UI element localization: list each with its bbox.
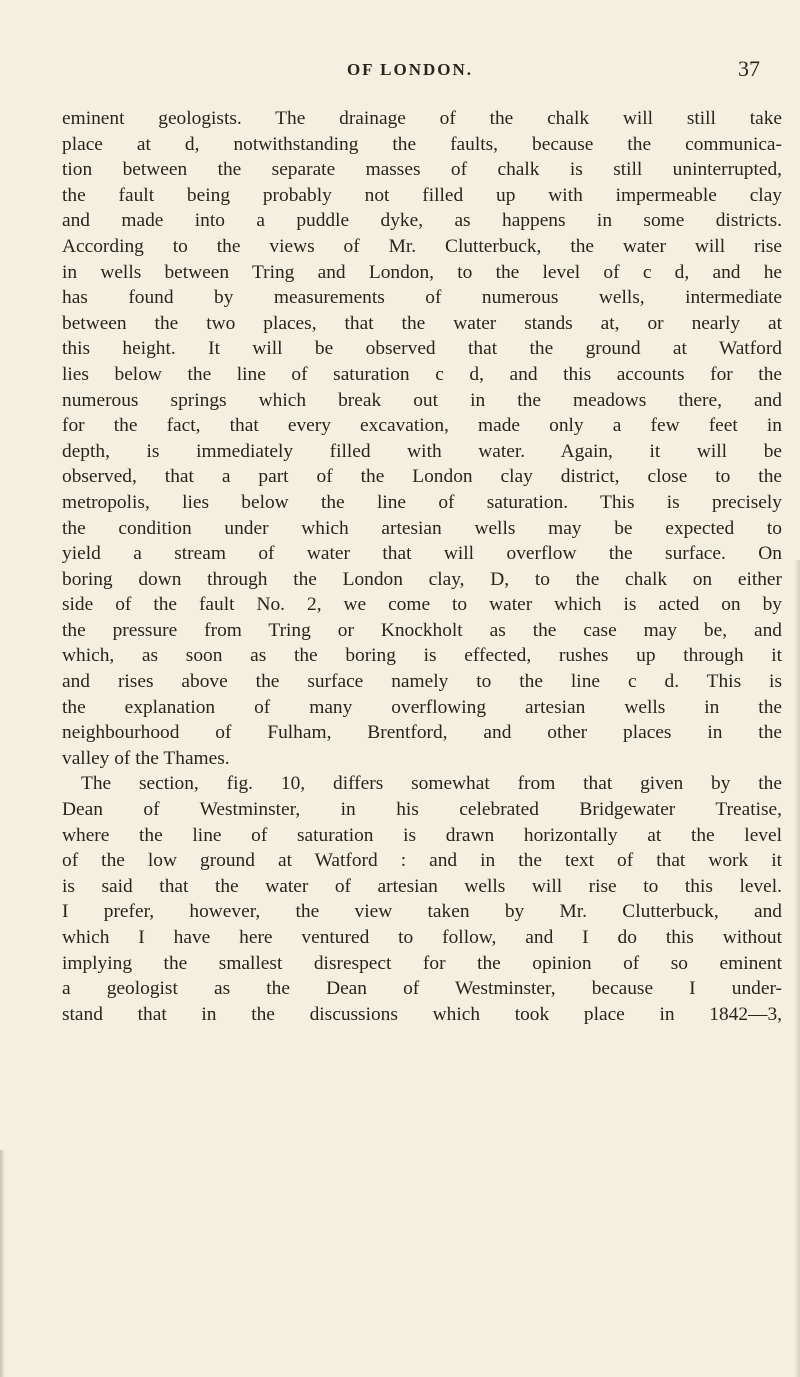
page-edge-shadow [794, 560, 800, 1377]
text-line: of the low ground at Watford : and in the text of that work it [62, 850, 782, 872]
text-line: depth, is immediately filled with water. Again, it will be [62, 440, 782, 462]
text-line: neighbourhood of Fulham, Brentford, and other places in the [62, 722, 782, 744]
text-line: for the fact, that every excavation, made only a few feet in [62, 415, 782, 437]
text-line: which I have here ventured to follow, and I do this without [62, 927, 782, 948]
text-line: is said that the water of artesian wells will rise to this level. [62, 875, 782, 897]
text-line: where the line of saturation is drawn horizontally at the level [62, 824, 782, 846]
text-line: numerous springs which break out in the meadows there, and [62, 389, 782, 411]
text-line: place at d, notwithstanding the faults, because the communica- [62, 133, 782, 155]
text-line: has found by measurements of numerous wells, intermediate [62, 287, 782, 309]
running-head [60, 50, 760, 86]
text-line: the pressure from Tring or Knockholt as the case may be, and [62, 619, 782, 641]
text-line: which, as soon as the boring is effected, rushes up through it [62, 645, 782, 667]
text-line: in wells between Tring and London, to the level of c d, and he [62, 261, 782, 283]
text-line: According to the views of Mr. Clutterbuck, the water will rise [62, 235, 782, 257]
running-title: OF LONDON. [346, 60, 474, 79]
text-line: this height. It will be observed that the ground at Watford [62, 338, 782, 360]
text-line: Dean of Westminster, in his celebrated Bridgewater Treatise, [62, 799, 782, 821]
text-line: metropolis, lies below the line of saturation. This is precisely [62, 491, 782, 513]
text-line: and made into a puddle dyke, as happens in some districts. [62, 210, 782, 232]
text-line: I prefer, however, the view taken by Mr. Clutterbuck, and [62, 901, 782, 923]
page-edge-shadow-left [0, 1150, 5, 1377]
text-line: the fault being probably not filled up with impermeable clay [62, 184, 782, 206]
text-line: tion between the separate masses of chalk is still uninterrupted, [62, 159, 782, 181]
text-line: a geologist as the Dean of Westminster, because I under- [62, 978, 782, 1000]
text-line: eminent geologists. The drainage of the chalk will still take [62, 108, 782, 129]
text-line: and rises above the surface namely to the line c d. This is [62, 671, 782, 693]
text-line: implying the smallest disrespect for the opinion of so eminent [62, 952, 782, 974]
text-line: boring down through the London clay, D, to the chalk on either [62, 568, 782, 590]
text-line: the condition under which artesian wells may be expected to [62, 517, 782, 539]
text-line: The section, fig. 10, differs somewhat from that given by the [81, 773, 782, 795]
text-line: stand that in the discussions which took place in 1842—3, [62, 1003, 782, 1025]
text-line: valley of the Thames. [62, 747, 230, 769]
text-line: lies below the line of saturation c d, and this accounts for the [62, 363, 782, 385]
page-number: 37 [738, 56, 760, 81]
text-line: side of the fault No. 2, we come to water which is acted on by [62, 594, 782, 616]
text-line: between the two places, that the water stands at, or nearly at [62, 312, 782, 334]
text-line: yield a stream of water that will overflow the surface. On [62, 543, 782, 565]
text-line: the explanation of many overflowing artesian wells in the [62, 696, 782, 718]
text-line: observed, that a part of the London clay district, close to the [62, 466, 782, 488]
body-text [62, 106, 782, 1027]
